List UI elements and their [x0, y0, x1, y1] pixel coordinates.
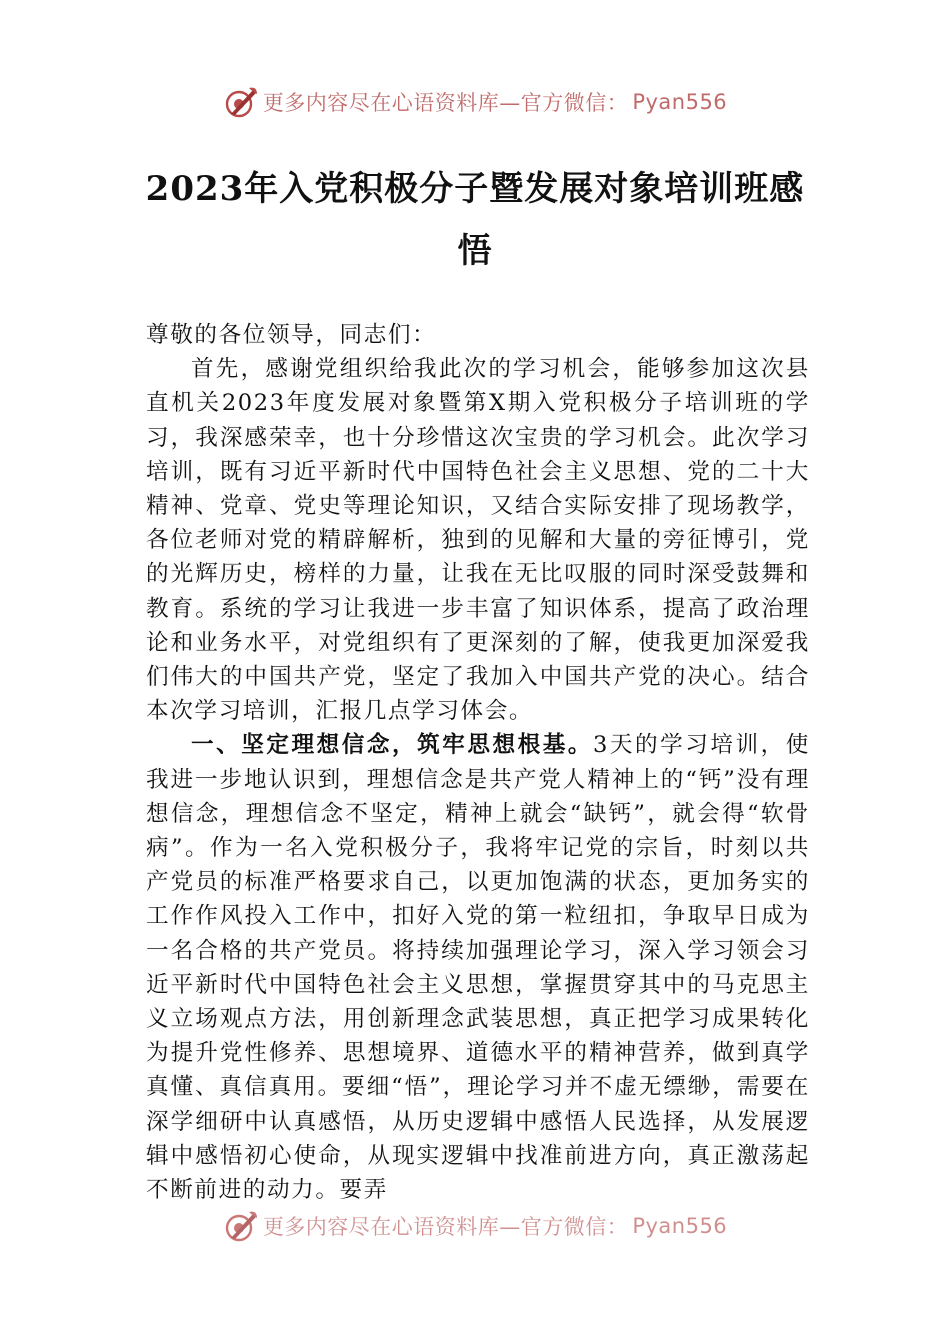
watermark-header — [0, 82, 950, 122]
watermark-wechat-id: Pyan556 — [632, 90, 728, 114]
watermark-text: 更多内容尽在心语资料库—官方微信： — [262, 91, 629, 115]
watermark-wechat-id: Pyan556 — [632, 1214, 728, 1238]
salutation: 尊敬的各位领导，同志们： — [146, 322, 437, 348]
document-title: 2023年入党积极分子暨发展对象培训班感悟 — [145, 169, 805, 271]
watermark-text: 更多内容尽在心语资料库—官方微信： — [262, 1215, 629, 1239]
body-paragraph-2 — [146, 728, 810, 1207]
watermark-footer — [0, 1206, 950, 1246]
quill-pen-logo-icon — [223, 84, 259, 120]
section-heading: 一、坚定理想信念，筑牢思想根基。 — [191, 732, 594, 759]
paragraph-text: 3天的学习培训，使我进一步地认识到，理想信念是共产党人精神上的“钙”没有理想信念，理想信念不坚定，精神上就会“缺钙”，就会得“软骨病”。作为一名入党积极分子，我将牢记党的宗旨，时刻以共产党员的标准严格要求自己，以更加饱满的状态，更加务实的工作作风投入工作中，扣好入党的第一粒纽扣，争取早日成为一名合格的共产党员。将持续加强理论学习，深入学习领会习近平新时代中国特色社会主义思想，掌握贯穿其中的马克思主义立场观点方法，用创新理念武装思想，真正把学习成果转化为提升党性修养、思想境界、道德水平的精神营养，做到真学真懂、真信真用。要细“悟”，理论学习并不虚无缥缈，需要在深学细研中认真感悟，从历史逻辑中感悟人民选择，从发展逻辑中感悟初心使命，从现实逻辑中找准前进方向，真正激荡起不断前进的动力。要弄 — [146, 732, 810, 1204]
document-body — [146, 318, 810, 1207]
quill-pen-logo-icon — [223, 1208, 259, 1244]
paragraph-text: 首先，感谢党组织给我此次的学习机会，能够参加这次县直机关2023年度发展对象暨第X期入党积极分子培训班的学习，我深感荣幸，也十分珍惜这次宝贵的学习机会。此次学习培训，既有习近平新时代中国特色社会主义思想、党的二十大精神、党章、党史等理论知识，又结合实际安排了现场教学，各位老师对党的精辟解析，独到的见解和大量的旁征博引，党的光辉历史，榜样的力量，让我在无比叹服的同时深受鼓舞和教育。系统的学习让我进一步丰富了知识体系，提高了政治理论和业务水平，对党组织有了更深刻的了解，使我更加深爱我们伟大的中国共产党，坚定了我加入中国共产党的决心。结合本次学习培训，汇报几点学习体会。 — [146, 356, 810, 725]
body-paragraph-1 — [146, 352, 810, 728]
